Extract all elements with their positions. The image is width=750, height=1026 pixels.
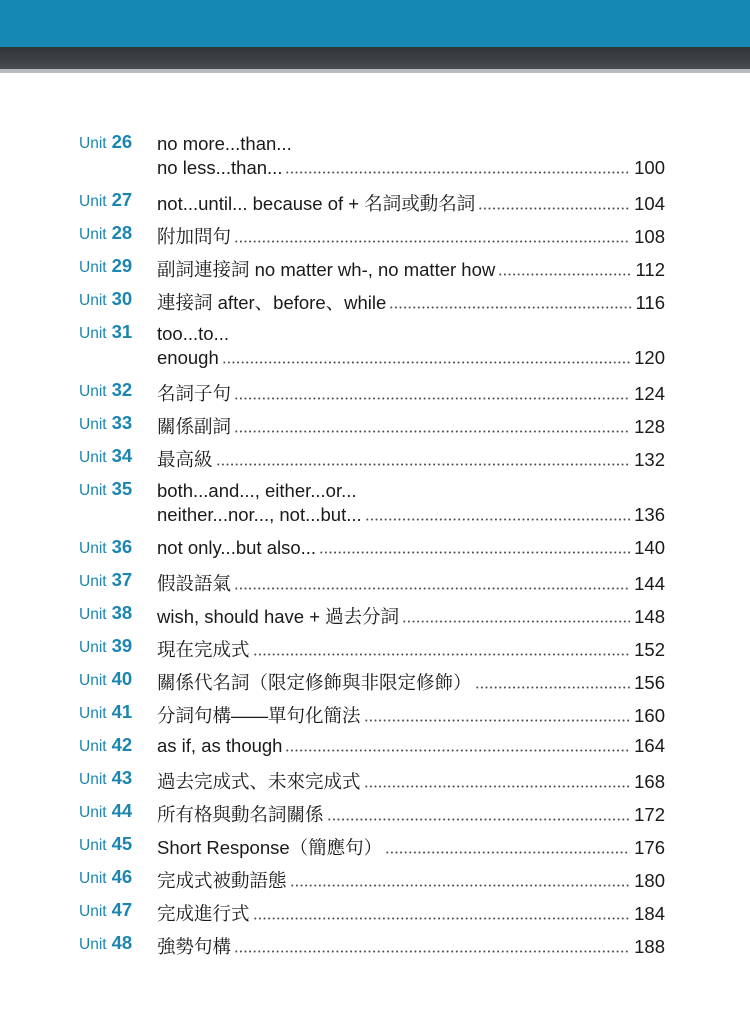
unit-number: 36 xyxy=(111,536,133,557)
unit-label: Unit 29 xyxy=(79,255,133,276)
unit-number: 44 xyxy=(111,800,133,821)
page-number: 152 xyxy=(634,639,665,660)
unit-label: Unit 48 xyxy=(79,932,133,953)
leader-dots xyxy=(389,306,631,309)
page-number: 140 xyxy=(634,537,665,558)
unit-label: Unit 30 xyxy=(79,288,133,309)
unit-label: Unit 41 xyxy=(79,701,133,722)
entry-title: 過去完成式、未來完成式 xyxy=(157,771,361,792)
leader-dots xyxy=(498,273,631,276)
unit-number: 30 xyxy=(111,288,133,309)
leader-dots xyxy=(385,851,630,854)
page-number: 164 xyxy=(634,735,665,756)
entry-title: enough xyxy=(157,347,219,368)
entry-title: 關係代名詞（限定修飾與非限定修飾） xyxy=(157,672,472,693)
page-number: 176 xyxy=(634,837,665,858)
header-divider xyxy=(0,69,750,73)
unit-number: 48 xyxy=(111,932,133,953)
page-number: 172 xyxy=(634,804,665,825)
unit-label: Unit 43 xyxy=(79,767,133,788)
entry-row xyxy=(157,834,665,860)
leader-dots xyxy=(285,749,630,752)
unit-number: 34 xyxy=(111,445,133,466)
unit-label: Unit 38 xyxy=(79,602,133,623)
entry-row xyxy=(157,933,665,959)
unit-number: 29 xyxy=(111,255,133,276)
unit-label: Unit 28 xyxy=(79,222,133,243)
entry-row xyxy=(157,900,665,926)
leader-dots xyxy=(253,917,631,920)
unit-number: 41 xyxy=(111,701,133,722)
leader-dots xyxy=(327,818,631,821)
unit-number: 27 xyxy=(111,189,133,210)
entry-title: neither...nor..., not...but... xyxy=(157,504,362,525)
entry-title: 強勢句構 xyxy=(157,936,232,957)
entry-title-line-1: both...and..., either...or... xyxy=(157,480,357,501)
entry-row xyxy=(157,768,665,794)
entry-row xyxy=(157,157,665,183)
unit-number: 43 xyxy=(111,767,133,788)
unit-number: 35 xyxy=(111,478,133,499)
entry-row xyxy=(157,867,665,893)
page-number: 168 xyxy=(634,771,665,792)
header-dark-band xyxy=(0,47,750,69)
entry-title: 連接詞 after、before、while xyxy=(157,292,387,313)
unit-number: 28 xyxy=(111,222,133,243)
unit-number: 31 xyxy=(111,321,133,342)
leader-dots xyxy=(234,240,630,243)
entry-title: as if, as though xyxy=(157,735,283,756)
entry-row xyxy=(157,446,665,472)
leader-dots xyxy=(475,686,631,689)
page-number: 100 xyxy=(634,157,665,178)
entry-title: no less...than... xyxy=(157,157,283,178)
unit-label: Unit 39 xyxy=(79,635,133,656)
entry-title: 副詞連接詞 no matter wh-, no matter how xyxy=(157,259,496,280)
entry-title: Short Response（簡應句） xyxy=(157,837,383,858)
header-blue-band xyxy=(0,0,750,47)
leader-dots xyxy=(478,207,630,210)
unit-number: 37 xyxy=(111,569,133,590)
leader-dots xyxy=(234,430,630,433)
leader-dots xyxy=(319,551,630,554)
page-number: 132 xyxy=(634,449,665,470)
leader-dots xyxy=(234,950,630,953)
page-number: 180 xyxy=(634,870,665,891)
leader-dots xyxy=(234,397,630,400)
leader-dots xyxy=(285,171,630,174)
unit-label: Unit 35 xyxy=(79,478,133,499)
entry-title: 名詞子句 xyxy=(157,383,232,404)
unit-label: Unit 47 xyxy=(79,899,133,920)
unit-number: 46 xyxy=(111,866,133,887)
entry-title: 完成進行式 xyxy=(157,903,250,924)
page-number: 128 xyxy=(634,416,665,437)
entry-row xyxy=(157,636,665,662)
page-number: 184 xyxy=(634,903,665,924)
page-number: 188 xyxy=(634,936,665,957)
entry-row xyxy=(157,669,665,695)
entry-row xyxy=(157,380,665,406)
unit-label: Unit 31 xyxy=(79,321,133,342)
entry-row xyxy=(157,735,665,761)
unit-number: 45 xyxy=(111,833,133,854)
unit-label: Unit 32 xyxy=(79,379,133,400)
page-number: 104 xyxy=(634,193,665,214)
entry-title: not...until... because of + 名詞或動名詞 xyxy=(157,193,476,214)
page-number: 112 xyxy=(635,259,665,280)
entry-row xyxy=(157,603,665,629)
page-number: 116 xyxy=(635,292,665,313)
entry-row xyxy=(157,801,665,827)
leader-dots xyxy=(253,653,631,656)
unit-label: Unit 26 xyxy=(79,131,133,152)
unit-number: 47 xyxy=(111,899,133,920)
entry-row xyxy=(157,702,665,728)
entry-row xyxy=(157,413,665,439)
unit-label: Unit 45 xyxy=(79,833,133,854)
unit-label: Unit 27 xyxy=(79,189,133,210)
entry-title: 現在完成式 xyxy=(157,639,250,660)
entry-row xyxy=(157,347,665,373)
page-number: 120 xyxy=(634,347,665,368)
unit-number: 33 xyxy=(111,412,133,433)
entry-title: wish, should have + 過去分詞 xyxy=(157,606,400,627)
unit-label: Unit 44 xyxy=(79,800,133,821)
unit-label: Unit 37 xyxy=(79,569,133,590)
unit-number: 26 xyxy=(111,131,133,152)
page-number: 136 xyxy=(634,504,665,525)
unit-number: 39 xyxy=(111,635,133,656)
page-number: 108 xyxy=(634,226,665,247)
entry-row xyxy=(157,190,665,216)
entry-title: 所有格與動名詞關係 xyxy=(157,804,324,825)
entry-title: 假設語氣 xyxy=(157,573,232,594)
leader-dots xyxy=(234,587,630,590)
leader-dots xyxy=(290,884,631,887)
unit-number: 32 xyxy=(111,379,133,400)
entry-title-line-1: too...to... xyxy=(157,323,229,344)
entry-row xyxy=(157,256,665,282)
page-number: 148 xyxy=(634,606,665,627)
unit-label: Unit 33 xyxy=(79,412,133,433)
leader-dots xyxy=(216,463,631,466)
entry-title: not only...but also... xyxy=(157,537,317,558)
leader-dots xyxy=(364,785,631,788)
unit-label: Unit 42 xyxy=(79,734,133,755)
unit-label: Unit 34 xyxy=(79,445,133,466)
entry-row xyxy=(157,223,665,249)
entry-title: 附加問句 xyxy=(157,226,232,247)
unit-label: Unit 46 xyxy=(79,866,133,887)
page-number: 156 xyxy=(634,672,665,693)
leader-dots xyxy=(402,620,630,623)
entry-title: 最高級 xyxy=(157,449,213,470)
page-number: 144 xyxy=(634,573,665,594)
entry-row xyxy=(157,504,665,530)
leader-dots xyxy=(364,719,631,722)
entry-title: 分詞句構——單句化簡法 xyxy=(157,705,361,726)
entry-title: 完成式被動語態 xyxy=(157,870,287,891)
unit-label: Unit 36 xyxy=(79,536,133,557)
leader-dots xyxy=(222,361,630,364)
unit-number: 40 xyxy=(111,668,133,689)
page-number: 124 xyxy=(634,383,665,404)
entry-row xyxy=(157,289,665,315)
leader-dots xyxy=(365,518,630,521)
unit-number: 38 xyxy=(111,602,133,623)
entry-row xyxy=(157,570,665,596)
unit-number: 42 xyxy=(111,734,133,755)
unit-label: Unit 40 xyxy=(79,668,133,689)
page-number: 160 xyxy=(634,705,665,726)
entry-title: 關係副詞 xyxy=(157,416,232,437)
entry-row xyxy=(157,537,665,563)
entry-title-line-1: no more...than... xyxy=(157,133,292,154)
